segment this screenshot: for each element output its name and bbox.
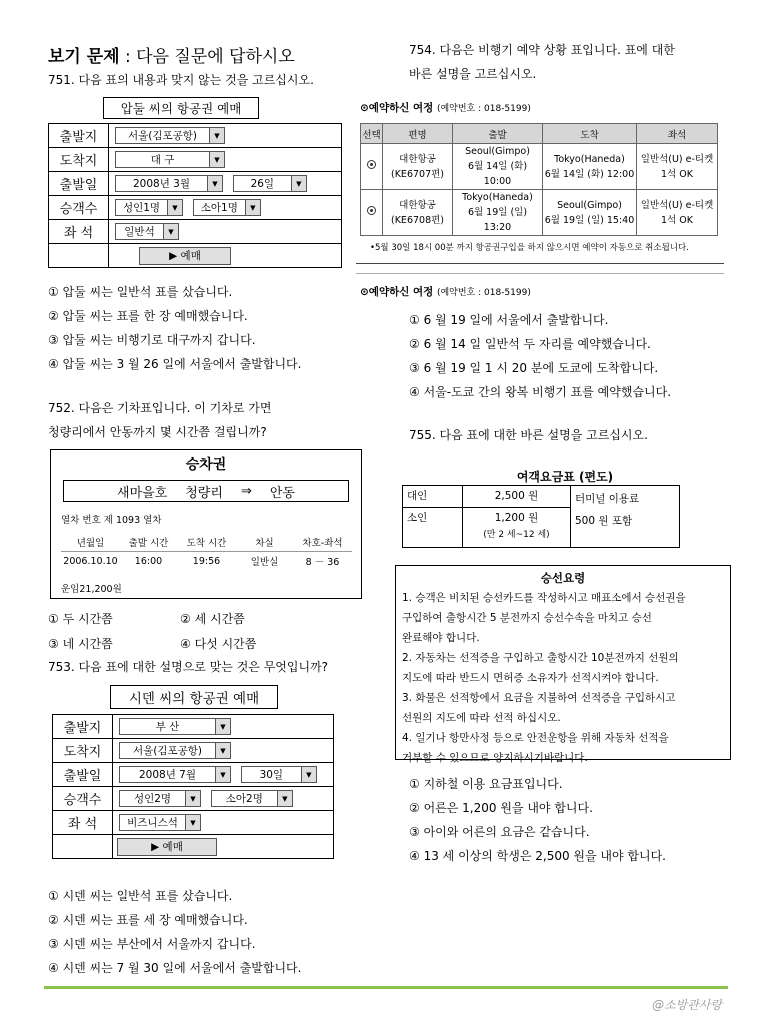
radio-button[interactable] bbox=[367, 206, 376, 215]
day-select[interactable]: 30일 ▼ bbox=[241, 766, 317, 783]
q754-question-line2: 바른 설명을 고르십시오. bbox=[409, 67, 537, 81]
label-seat: 좌 석 bbox=[49, 220, 109, 244]
train-number: 열차 번호 제 1093 열차 bbox=[61, 515, 162, 526]
fare-table bbox=[402, 485, 680, 548]
q753-option-2[interactable]: ② 시덴 씨는 표를 세 장 예매했습니다. bbox=[48, 913, 248, 927]
q755-option-2[interactable]: ② 어른은 1,200 원을 내야 합니다. bbox=[409, 801, 593, 815]
label-date: 출발일 bbox=[53, 763, 113, 787]
rules-line: 완료해야 합니다. bbox=[402, 632, 480, 644]
month-select[interactable]: 2008년 3월 ▼ bbox=[115, 175, 223, 192]
q755-option-1[interactable]: ① 지하철 이용 요금표입니다. bbox=[409, 777, 563, 791]
radio-button[interactable] bbox=[367, 160, 376, 169]
q751-question: 751. 다음 표의 내용과 맞지 않는 것을 고르십시오. bbox=[48, 73, 314, 87]
route-to: 안동 bbox=[269, 485, 295, 501]
table-row: 대한항공 (KE6707편) Seoul(Gimpo) 6월 14일 (화) 10:00 Tokyo(Haneda) 6월 14일 (화) 12:00 일반석(U) e-티켓 1석 OK bbox=[361, 144, 718, 190]
arrival-select[interactable]: 서울(김포공항) ▼ bbox=[119, 742, 231, 759]
ticket-value: 2006.10.10 bbox=[62, 552, 120, 571]
ticket-value: 일반실 bbox=[236, 552, 294, 571]
label-departure: 출발지 bbox=[53, 715, 113, 739]
reservation-heading-repeat: ⊙예약하신 여정 (예약번호 : 018-5199) bbox=[360, 286, 531, 298]
rules-line: 선원의 지도에 따라 선적 하십시오. bbox=[402, 712, 561, 724]
q753-form-caption: 시덴 씨의 항공권 예매 bbox=[110, 685, 278, 709]
ticket-details bbox=[61, 532, 352, 571]
ticket-header: 출발 시간 bbox=[120, 533, 178, 552]
train-name: 새마을호 bbox=[117, 485, 168, 501]
q755-question: 755. 다음 표에 대한 바른 설명을 고르십시오. bbox=[409, 428, 648, 442]
q754-option-1[interactable]: ① 6 월 19 일에 서울에서 출발합니다. bbox=[409, 313, 609, 327]
ticket-header: 도착 시간 bbox=[178, 533, 236, 552]
label-arrival: 도착지 bbox=[53, 739, 113, 763]
q755-option-4[interactable]: ④ 13 세 이상의 학생은 2,500 원을 내야 합니다. bbox=[409, 849, 667, 863]
col-select: 선택 bbox=[361, 124, 383, 144]
rules-line: 3. 화물은 선적항에서 요금을 지불하여 선적증을 구입하시고 bbox=[402, 692, 676, 704]
route-from: 청량리 bbox=[185, 485, 223, 501]
label-passengers: 승객수 bbox=[49, 196, 109, 220]
terminal-note: 500 원 포함 bbox=[575, 515, 633, 527]
chevron-down-icon: ▼ bbox=[215, 743, 230, 758]
footer-credit: @소방관사랑 bbox=[652, 998, 722, 1012]
footer-divider bbox=[44, 986, 728, 989]
q752-option-3[interactable]: ③ 네 시간쯤 bbox=[48, 637, 113, 651]
chevron-down-icon: ▼ bbox=[167, 200, 182, 215]
q752-question-line2: 청량리에서 안동까지 몇 시간쯤 걸립니까? bbox=[48, 425, 267, 439]
q751-option-3[interactable]: ③ 압둘 씨는 비행기로 대구까지 갑니다. bbox=[48, 333, 256, 347]
departure-select[interactable]: 부 산 ▼ bbox=[119, 718, 231, 735]
fare-adult-value: 2,500 원 bbox=[463, 486, 571, 508]
train-ticket bbox=[50, 449, 362, 599]
adult-select[interactable]: 성인2명 ▼ bbox=[119, 790, 201, 807]
ticket-header: 년월일 bbox=[62, 533, 120, 552]
ticket-value: 19:56 bbox=[178, 552, 236, 571]
q754-question-line1: 754. 다음은 비행기 예약 상황 표입니다. 표에 대한 bbox=[409, 43, 675, 57]
q753-question: 753. 다음 표에 대한 설명으로 맞는 것은 무엇입니까? bbox=[48, 660, 329, 674]
page-title-bold: 보기 문제 bbox=[48, 47, 120, 67]
chevron-down-icon: ▼ bbox=[209, 152, 224, 167]
rules-line: 거부할 수 있으므로 양지하시기바랍니다. bbox=[402, 752, 588, 764]
table-row: 대한항공 (KE6708편) Tokyo(Haneda) 6월 19일 (일) 13:20 Seoul(Gimpo) 6월 19일 (일) 15:40 일반석(U) e-티켓 1석 OK bbox=[361, 190, 718, 236]
rules-line: 1. 승객은 비치된 승선카드를 작성하시고 매표소에서 승선권을 bbox=[402, 592, 686, 604]
arrival-select[interactable]: 대 구 ▼ bbox=[115, 151, 225, 168]
col-arrival: 도착 bbox=[543, 124, 637, 144]
fare-child-label: 소인 bbox=[403, 508, 463, 548]
q752-option-1[interactable]: ① 두 시간쯤 bbox=[48, 612, 113, 626]
ticket-fare: 운임21,200원 bbox=[61, 584, 122, 595]
chevron-down-icon: ▼ bbox=[277, 791, 292, 806]
child-select[interactable]: 소아2명 ▼ bbox=[211, 790, 293, 807]
chevron-down-icon: ▼ bbox=[215, 719, 230, 734]
q753-option-4[interactable]: ④ 시덴 씨는 7 월 30 일에 서울에서 출발합니다. bbox=[48, 961, 302, 975]
q751-form-caption: 압둘 씨의 항공권 예매 bbox=[103, 97, 259, 119]
ticket-value: 8 － 36 bbox=[294, 552, 352, 571]
adult-select[interactable]: 성인1명 ▼ bbox=[115, 199, 183, 216]
ticket-header: 차호-좌석 bbox=[294, 533, 352, 552]
label-arrival: 도착지 bbox=[49, 148, 109, 172]
col-flight: 편명 bbox=[383, 124, 453, 144]
chevron-down-icon: ▼ bbox=[163, 224, 178, 239]
rules-line: 지도에 따라 반드시 면허증 소유자가 선적시켜야 합니다. bbox=[402, 672, 659, 684]
q755-option-3[interactable]: ③ 아이와 어른의 요금은 같습니다. bbox=[409, 825, 590, 839]
page-title bbox=[48, 42, 295, 67]
q754-option-3[interactable]: ③ 6 월 19 일 1 시 20 분에 도쿄에 도착합니다. bbox=[409, 361, 659, 375]
q752-option-4[interactable]: ④ 다섯 시간쯤 bbox=[180, 637, 257, 651]
terminal-label: 터미널 이용료 bbox=[575, 493, 640, 505]
seat-select[interactable]: 비즈니스석 ▼ bbox=[119, 814, 201, 831]
ticket-value: 16:00 bbox=[120, 552, 178, 571]
label-date: 출발일 bbox=[49, 172, 109, 196]
fare-adult-label: 대인 bbox=[403, 486, 463, 508]
chevron-down-icon: ▼ bbox=[245, 200, 260, 215]
rules-line: 4. 일기나 항만사정 등으로 안전운항을 위해 자동차 선적을 bbox=[402, 732, 669, 744]
departure-select[interactable]: 서울(김포공항) ▼ bbox=[115, 127, 225, 144]
chevron-down-icon: ▼ bbox=[207, 176, 222, 191]
book-button[interactable]: ▶ 예매 bbox=[139, 247, 231, 265]
q754-option-2[interactable]: ② 6 월 14 일 일반석 두 자리를 예약했습니다. bbox=[409, 337, 651, 351]
q753-booking-form bbox=[52, 714, 334, 859]
rules-title: 승선요령 bbox=[540, 571, 586, 585]
fare-child-value: 1,200 원 bbox=[494, 512, 539, 524]
q753-option-1[interactable]: ① 시덴 씨는 일반석 표를 샀습니다. bbox=[48, 889, 233, 903]
chevron-down-icon: ▼ bbox=[185, 791, 200, 806]
q753-option-3[interactable]: ③ 시덴 씨는 부산에서 서울까지 갑니다. bbox=[48, 937, 256, 951]
month-select[interactable]: 2008년 7월 ▼ bbox=[119, 766, 231, 783]
rules-line: 구입하여 출항시간 5 분전까지 승선수속을 마치고 승선 bbox=[402, 612, 652, 624]
reservation-note: •5월 30일 18시 00분 까지 항공권구입을 하지 않으시면 예약이 자동으로 취소됩니다. bbox=[370, 243, 689, 253]
ticket-title: 승차권 bbox=[185, 457, 227, 473]
rules-line: 2. 자동차는 선적증을 구입하고 출항시간 10분전까지 선원의 bbox=[402, 652, 679, 664]
label-seat: 좌 석 bbox=[53, 811, 113, 835]
reservation-table bbox=[360, 123, 718, 236]
divider bbox=[356, 263, 724, 264]
col-departure: 출발 bbox=[453, 124, 543, 144]
q751-option-4[interactable]: ④ 압둘 씨는 3 월 26 일에 서울에서 출발합니다. bbox=[48, 357, 302, 371]
child-select[interactable]: 소아1명 ▼ bbox=[193, 199, 261, 216]
divider bbox=[356, 273, 724, 274]
chevron-down-icon: ▼ bbox=[185, 815, 200, 830]
q751-option-2[interactable]: ② 압둘 씨는 표를 한 장 예매했습니다. bbox=[48, 309, 248, 323]
q752-question-line1: 752. 다음은 기차표입니다. 이 기차로 가면 bbox=[48, 401, 272, 415]
seat-select[interactable]: 일반석 ▼ bbox=[115, 223, 179, 240]
chevron-down-icon: ▼ bbox=[209, 128, 224, 143]
chevron-down-icon: ▼ bbox=[291, 176, 306, 191]
label-passengers: 승객수 bbox=[53, 787, 113, 811]
boarding-rules bbox=[395, 565, 731, 764]
route-arrow-icon: ⇒ bbox=[240, 483, 252, 499]
ticket-header: 차실 bbox=[236, 533, 294, 552]
chevron-down-icon: ▼ bbox=[301, 767, 316, 782]
book-button[interactable]: ▶ 예매 bbox=[117, 838, 217, 856]
q751-option-1[interactable]: ① 압둘 씨는 일반석 표를 샀습니다. bbox=[48, 285, 233, 299]
label-departure: 출발지 bbox=[49, 124, 109, 148]
reservation-heading: ⊙예약하신 여정 (예약번호 : 018-5199) bbox=[360, 102, 531, 114]
col-seat: 좌석 bbox=[637, 124, 718, 144]
q751-booking-form bbox=[48, 123, 342, 268]
page-title-rest: : 다음 질문에 답하시오 bbox=[119, 47, 295, 67]
chevron-down-icon: ▼ bbox=[215, 767, 230, 782]
q752-option-2[interactable]: ② 세 시간쯤 bbox=[180, 612, 245, 626]
q754-option-4[interactable]: ④ 서울-도쿄 간의 왕복 비행기 표를 예약했습니다. bbox=[409, 385, 672, 399]
day-select[interactable]: 26일 ▼ bbox=[233, 175, 307, 192]
ticket-route bbox=[63, 480, 349, 502]
fare-child-range: (만 2 세~12 세) bbox=[483, 530, 550, 540]
fare-table-title: 여객요금표 (편도) bbox=[516, 470, 614, 484]
